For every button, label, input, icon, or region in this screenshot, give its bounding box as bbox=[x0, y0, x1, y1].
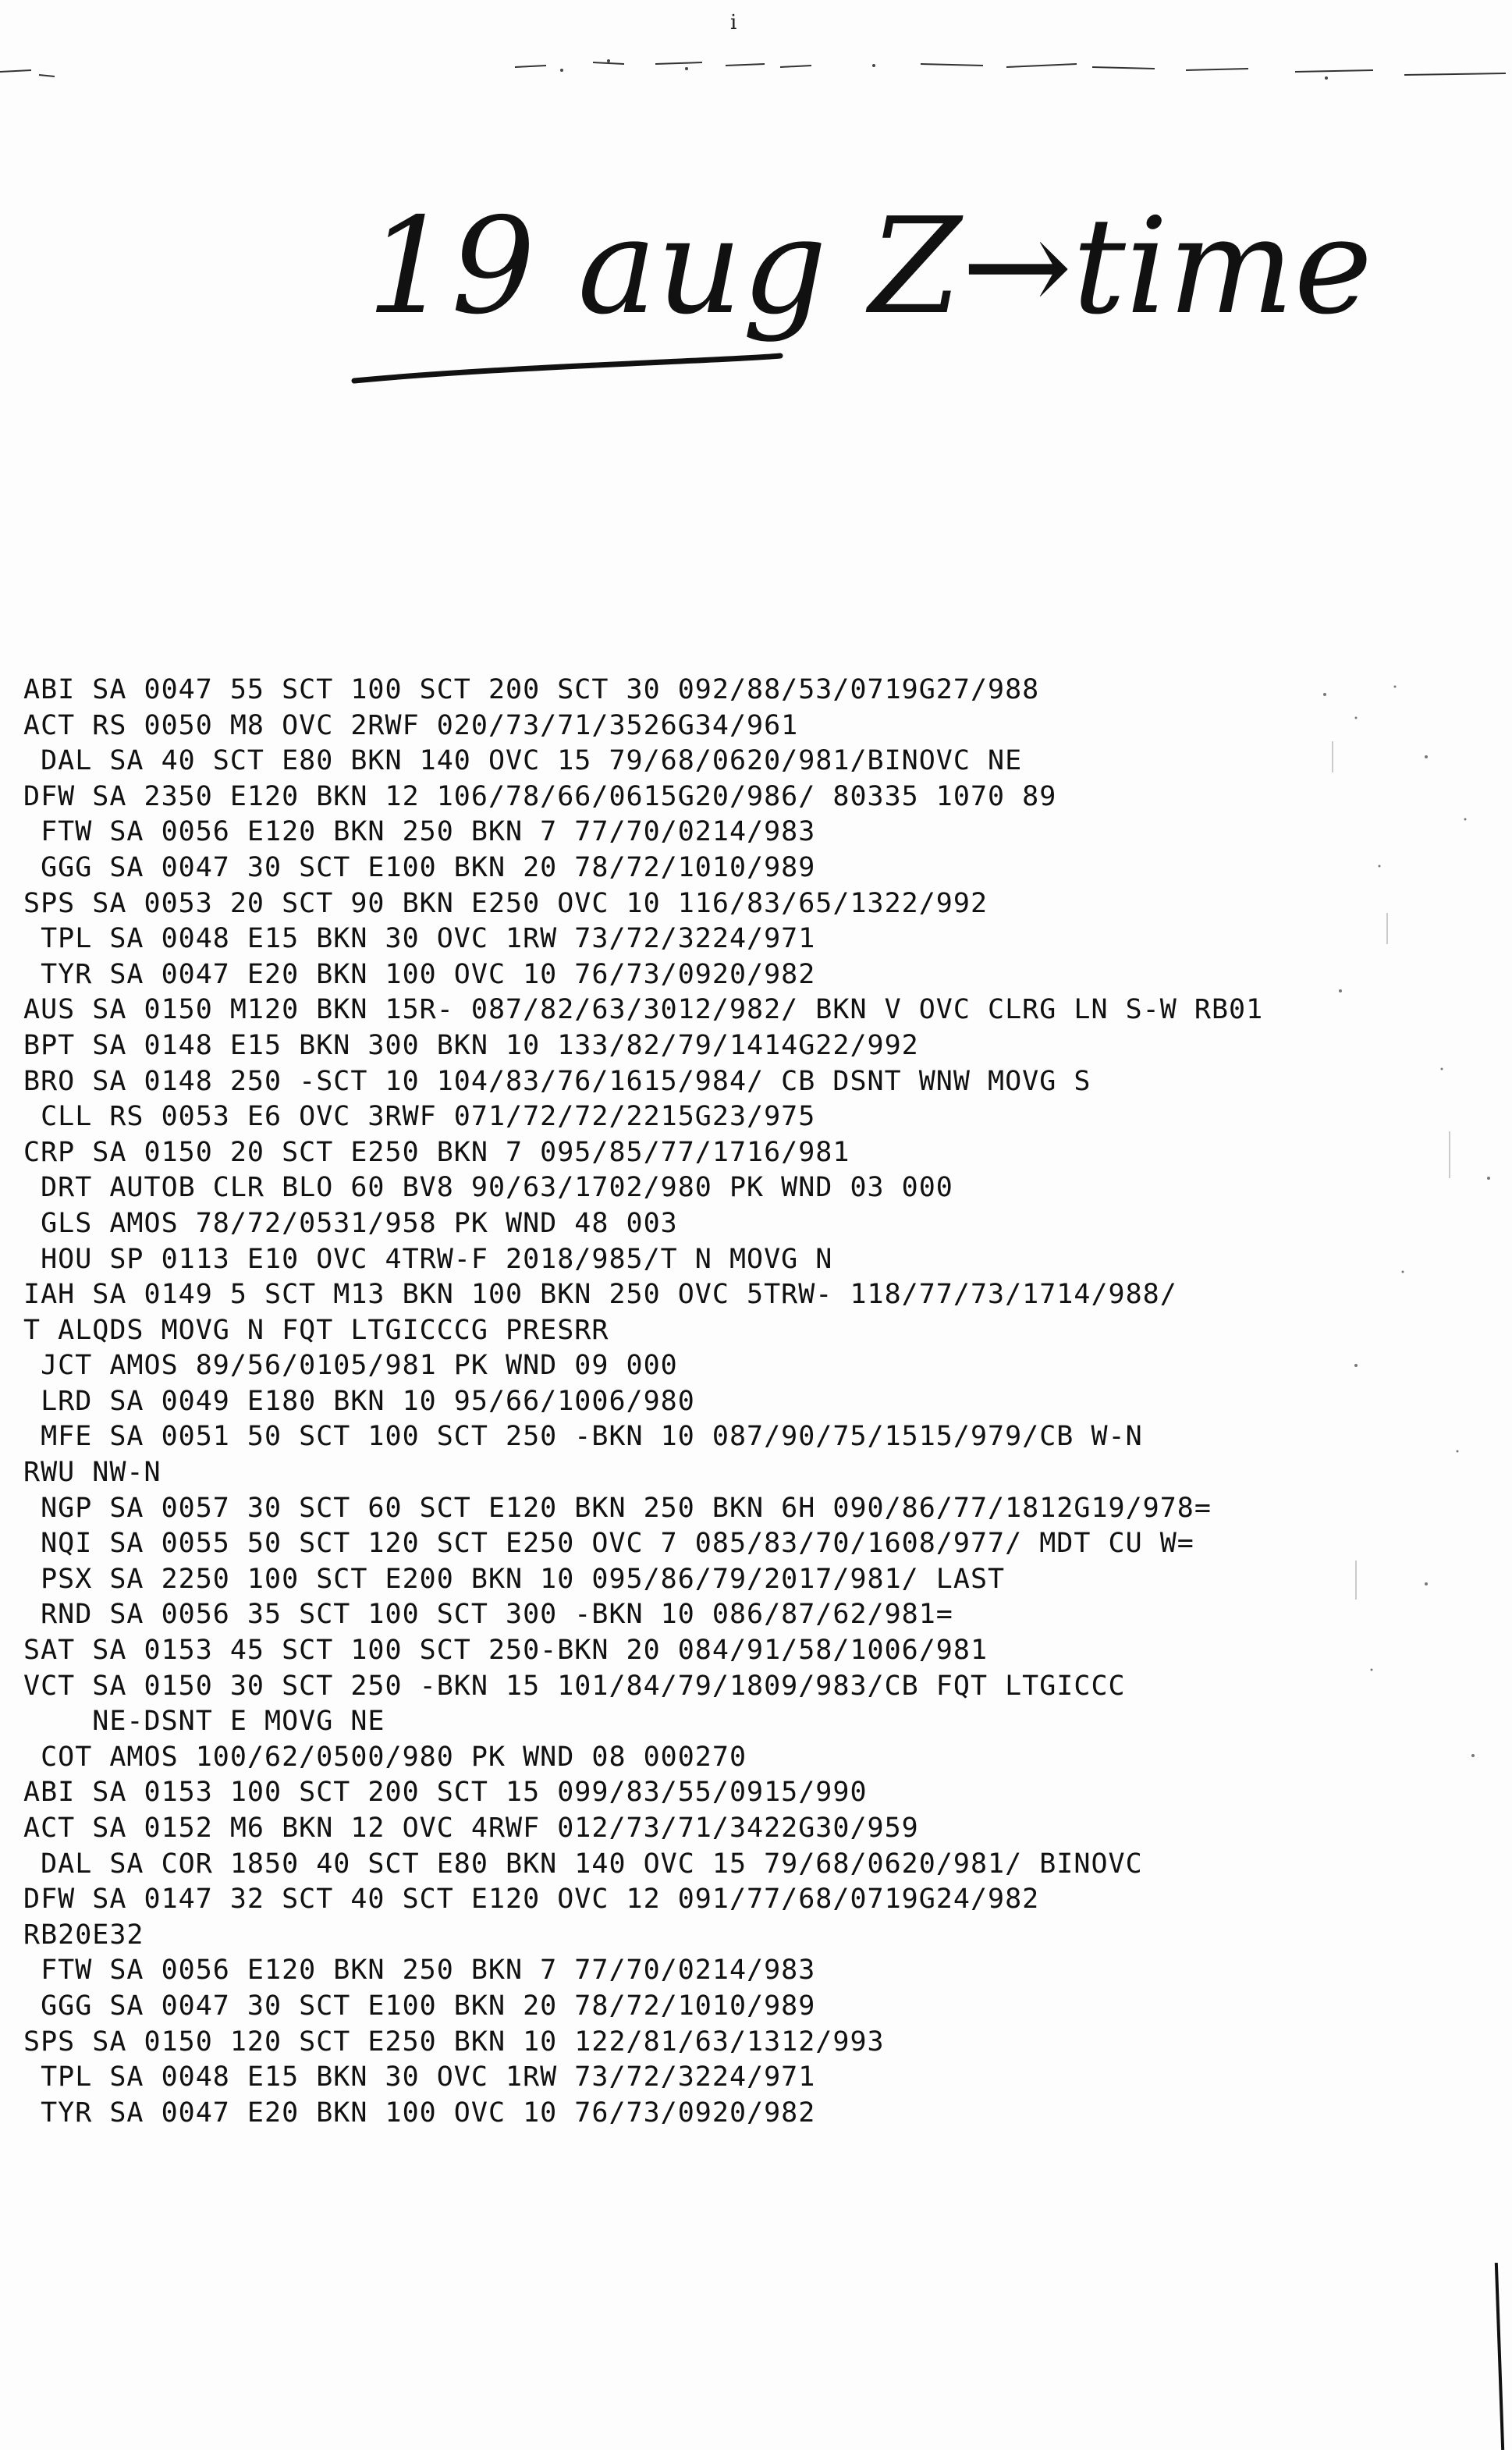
report-line: IAH SA 0149 5 SCT M13 BKN 100 BKN 250 OVC 5TRW- 118/77/73/1714/988/ bbox=[23, 1279, 1177, 1311]
report-line: ACT SA 0152 M6 BKN 12 OVC 4RWF 012/73/71/3422G30/959 bbox=[23, 1813, 919, 1844]
report-line: RB20E32 bbox=[23, 1919, 144, 1951]
page-mark: i bbox=[730, 11, 737, 34]
report-line: GGG SA 0047 30 SCT E100 BKN 20 78/72/1010/989 bbox=[23, 1990, 816, 2022]
report-line: SPS SA 0150 120 SCT E250 BKN 10 122/81/63/1312/993 bbox=[23, 2026, 885, 2058]
weather-report bbox=[23, 673, 1475, 2155]
report-line: ACT RS 0050 M8 OVC 2RWF 020/73/71/3526G34/961 bbox=[23, 709, 799, 741]
report-line: ABI SA 0153 100 SCT 200 SCT 15 099/83/55/0915/990 bbox=[23, 1777, 868, 1809]
report-line: SPS SA 0053 20 SCT 90 BKN E250 OVC 10 116/83/65/1322/992 bbox=[23, 887, 988, 919]
report-line: TYR SA 0047 E20 BKN 100 OVC 10 76/73/0920/982 bbox=[23, 958, 816, 990]
report-line: JCT AMOS 89/56/0105/981 PK WND 09 000 bbox=[23, 1350, 678, 1382]
report-line: COT AMOS 100/62/0500/980 PK WND 08 000270 bbox=[23, 1741, 747, 1773]
scan-noise-top bbox=[0, 47, 1512, 94]
report-line: HOU SP 0113 E10 OVC 4TRW-F 2018/985/T N MOVG N bbox=[23, 1243, 833, 1275]
handwritten-note bbox=[343, 179, 1373, 414]
report-line: MFE SA 0051 50 SCT 100 SCT 250 -BKN 10 087/90/75/1515/979/CB W-N bbox=[23, 1421, 1143, 1453]
report-line: BPT SA 0148 E15 BKN 300 BKN 10 133/82/79/1414G22/992 bbox=[23, 1029, 919, 1061]
report-line: SAT SA 0153 45 SCT 100 SCT 250-BKN 20 084/91/58/1006/981 bbox=[23, 1635, 988, 1667]
report-line: T ALQDS MOVG N FQT LTGICCCG PRESRR bbox=[23, 1314, 609, 1346]
report-line: ABI SA 0047 55 SCT 100 SCT 200 SCT 30 092/88/53/0719G27/988 bbox=[23, 674, 1040, 705]
report-line: DAL SA 40 SCT E80 BKN 140 OVC 15 79/68/0620/981/BINOVC NE bbox=[23, 745, 1023, 777]
report-line: FTW SA 0056 E120 BKN 250 BKN 7 77/70/0214/983 bbox=[23, 816, 816, 848]
handwritten-note-text: 19 aug Z→time bbox=[367, 190, 1373, 344]
report-line: CRP SA 0150 20 SCT E250 BKN 7 095/85/77/1716/981 bbox=[23, 1136, 850, 1168]
report-line: AUS SA 0150 M120 BKN 15R- 087/82/63/3012/982/ BKN V OVC CLRG LN S-W RB01 bbox=[23, 994, 1264, 1026]
report-line: BRO SA 0148 250 -SCT 10 104/83/76/1615/984/ CB DSNT WNW MOVG S bbox=[23, 1065, 1091, 1097]
report-line: NGP SA 0057 30 SCT 60 SCT E120 BKN 250 BKN 6H 090/86/77/1812G19/978= bbox=[23, 1492, 1212, 1524]
report-line: TPL SA 0048 E15 BKN 30 OVC 1RW 73/72/3224/971 bbox=[23, 923, 816, 955]
report-line: NQI SA 0055 50 SCT 120 SCT E250 OVC 7 085/83/70/1608/977/ MDT CU W= bbox=[23, 1528, 1194, 1560]
report-line: RWU NW-N bbox=[23, 1457, 161, 1489]
report-line: GGG SA 0047 30 SCT E100 BKN 20 78/72/1010/989 bbox=[23, 851, 816, 883]
report-line: DAL SA COR 1850 40 SCT E80 BKN 140 OVC 15 79/68/0620/981/ BINOVC bbox=[23, 1848, 1143, 1880]
report-line: PSX SA 2250 100 SCT E200 BKN 10 095/86/79/2017/981/ LAST bbox=[23, 1563, 1006, 1595]
report-line: LRD SA 0049 E180 BKN 10 95/66/1006/980 bbox=[23, 1385, 695, 1417]
report-line: CLL RS 0053 E6 OVC 3RWF 071/72/72/2215G23/975 bbox=[23, 1101, 816, 1133]
report-line: DFW SA 0147 32 SCT 40 SCT E120 OVC 12 091/77/68/0719G24/982 bbox=[23, 1884, 1040, 1916]
report-line: RND SA 0056 35 SCT 100 SCT 300 -BKN 10 086/87/62/981= bbox=[23, 1599, 953, 1631]
report-line: TYR SA 0047 E20 BKN 100 OVC 10 76/73/0920/982 bbox=[23, 2097, 816, 2129]
report-line: GLS AMOS 78/72/0531/958 PK WND 48 003 bbox=[23, 1207, 678, 1239]
report-line: DRT AUTOB CLR BLO 60 BV8 90/63/1702/980 PK WND 03 000 bbox=[23, 1172, 953, 1204]
report-line: VCT SA 0150 30 SCT 250 -BKN 15 101/84/79/1809/983/CB FQT LTGICCC bbox=[23, 1670, 1126, 1702]
report-line: FTW SA 0056 E120 BKN 250 BKN 7 77/70/0214/983 bbox=[23, 1955, 816, 1987]
report-line: DFW SA 2350 E120 BKN 12 106/78/66/0615G20/986/ 80335 1070 89 bbox=[23, 780, 1057, 812]
report-line: TPL SA 0048 E15 BKN 30 OVC 1RW 73/72/3224/971 bbox=[23, 2061, 816, 2093]
report-line: NE-DSNT E MOVG NE bbox=[23, 1706, 385, 1738]
scan-edge-line bbox=[1495, 2263, 1504, 2450]
